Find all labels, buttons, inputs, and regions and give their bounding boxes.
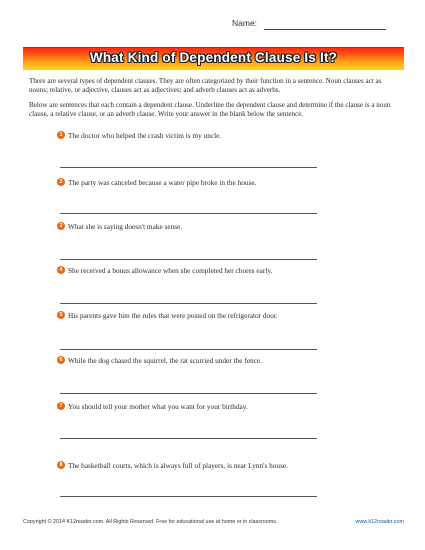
name-label: Name: [232,18,258,28]
answer-line-5[interactable] [60,349,317,350]
question-text: The basketball courts, which is always full of players, is near Lynn's house. [68,461,288,470]
question-number-badge: 2 [57,178,65,186]
question-text: She received a bonus allowance when she completed her chores early. [68,266,273,275]
question-text: The party was canceled because a water pipe broke in the house. [68,178,257,187]
answer-line-6[interactable] [60,393,317,394]
question-number-badge: 4 [57,266,65,274]
instructions-paragraph: Below are sentences that each contain a dependent clause. Underline the dependent clause and determine if the clause is a noun clause, a relative clause, or an adverb clause. Write your answer in the blank below the sentence. [29,101,391,119]
question-1 [57,131,357,141]
name-blank-line[interactable] [264,29,386,30]
question-7 [57,402,357,412]
question-text: His parents gave him the rules that were posted on the refrigerator door. [68,311,278,320]
question-text: What she is saying doesn't make sense. [68,222,183,231]
question-6 [57,356,357,366]
question-2 [57,178,357,188]
question-number-badge: 6 [57,356,65,364]
site-url-link[interactable]: www.k12reader.com [355,519,404,525]
answer-line-4[interactable] [60,303,317,304]
question-text: You should tell your mother what you want for your birthday. [68,402,248,411]
answer-line-3[interactable] [60,259,317,260]
answer-line-7[interactable] [60,438,317,439]
title-banner [23,47,404,70]
question-5 [57,311,357,321]
answer-line-8[interactable] [60,496,317,497]
question-3 [57,222,357,232]
question-number-badge: 7 [57,402,65,410]
question-text: While the dog chased the squirrel, the rat scurried under the fence. [68,356,262,365]
question-4 [57,266,357,276]
copyright-text: Copyright © 2014 K12reader.com. All Rights Reserved. Free for educational use at home or in classrooms. [23,519,278,525]
answer-line-1[interactable] [60,167,317,168]
question-number-badge: 5 [57,311,65,319]
answer-line-2[interactable] [60,213,317,214]
worksheet-title: What Kind of Dependent Clause Is It? [89,50,338,65]
page-footer [23,519,404,531]
question-8 [57,461,357,471]
name-field [232,18,402,32]
question-number-badge: 1 [57,131,65,139]
question-number-badge: 3 [57,222,65,230]
intro-paragraph: There are several types of dependent clauses. They are often categorized by their function in a sentence. Noun clauses act as nouns; relative, or adjective, clauses act as adjectives; and adverb clauses act as adverbs. [29,77,382,95]
question-text: The doctor who helped the crash victim is my uncle. [68,131,222,140]
question-number-badge: 8 [57,461,65,469]
